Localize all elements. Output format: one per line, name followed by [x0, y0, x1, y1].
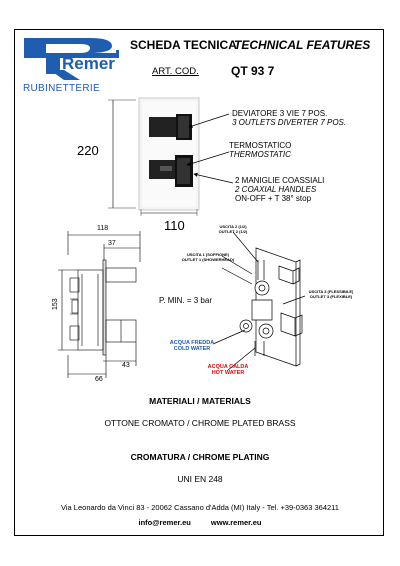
materials-value: OTTONE CROMATO / CHROME PLATED BRASS — [104, 418, 296, 428]
plating-heading: CROMATURA / CHROME PLATING — [130, 452, 270, 462]
min-pressure: P. MIN. = 3 bar — [159, 296, 212, 305]
art-cod-label: ART. COD. — [152, 66, 199, 77]
dimension-153: 153 — [52, 298, 59, 310]
dimension-118: 118 — [97, 225, 109, 232]
materials-heading: MATERIALI / MATERIALS — [149, 396, 251, 406]
diverter-label-it: DEVIATORE 3 VIE 7 POS. — [232, 109, 328, 118]
cold-water-it: ACQUA FREDDA — [169, 340, 215, 346]
website-link[interactable]: www.remer.eu — [210, 518, 262, 527]
email-link[interactable]: info@remer.eu — [138, 518, 191, 527]
handles-label-en: 2 COAXIAL HANDLES — [235, 185, 317, 194]
outlet-3-label: USCITA 3 (FLESSIBILE) OUTLET 3 (FLEXIBLE) — [308, 289, 354, 299]
outlet-2-label: USCITA 2 (1/2) OUTLET 2 (1/2) — [218, 224, 248, 234]
cold-water-en: COLD WATER — [173, 346, 211, 352]
dimension-37: 37 — [108, 240, 116, 247]
plating-value: UNI EN 248 — [177, 474, 223, 484]
width-dimension: 110 — [164, 218, 185, 233]
hot-water-it: ACQUA CALDA — [207, 364, 249, 370]
thermostatic-label-en: THERMOSTATIC — [229, 150, 291, 159]
title-italian: SCHEDA TECNICA — [130, 38, 237, 52]
dimension-43: 43 — [122, 362, 130, 369]
contacts-row — [0, 518, 400, 527]
outlet-1-label: USCITA 1 (SOFFIONE) OUTLET 1 (SHOWERHEAD) — [181, 252, 235, 262]
logo-brand-text: Remer — [62, 54, 115, 73]
stop-label: ON-OFF + T 38° stop — [235, 194, 312, 203]
front-view — [139, 98, 199, 210]
company-address: Via Leonardo da Vinci 83 - 20062 Cassano d'Adda (MI) Italy - Tel. +39-0363 364211 — [61, 503, 339, 512]
logo-subtitle: RUBINETTERIE — [23, 83, 100, 94]
dimension-66: 66 — [95, 376, 103, 383]
handles-label-it: 2 MANIGLIE COASSIALI — [235, 176, 325, 185]
title-english: TECHNICAL FEATURES — [234, 38, 371, 52]
hot-water-en: HOT WATER — [211, 370, 245, 376]
product-code: QT 93 7 — [231, 64, 275, 78]
diverter-label-en: 3 OUTLETS DIVERTER 7 POS. — [232, 118, 347, 127]
height-dimension: 220 — [77, 143, 99, 158]
thermostatic-label-it: TERMOSTATICO — [229, 141, 292, 150]
side-view — [58, 231, 140, 378]
